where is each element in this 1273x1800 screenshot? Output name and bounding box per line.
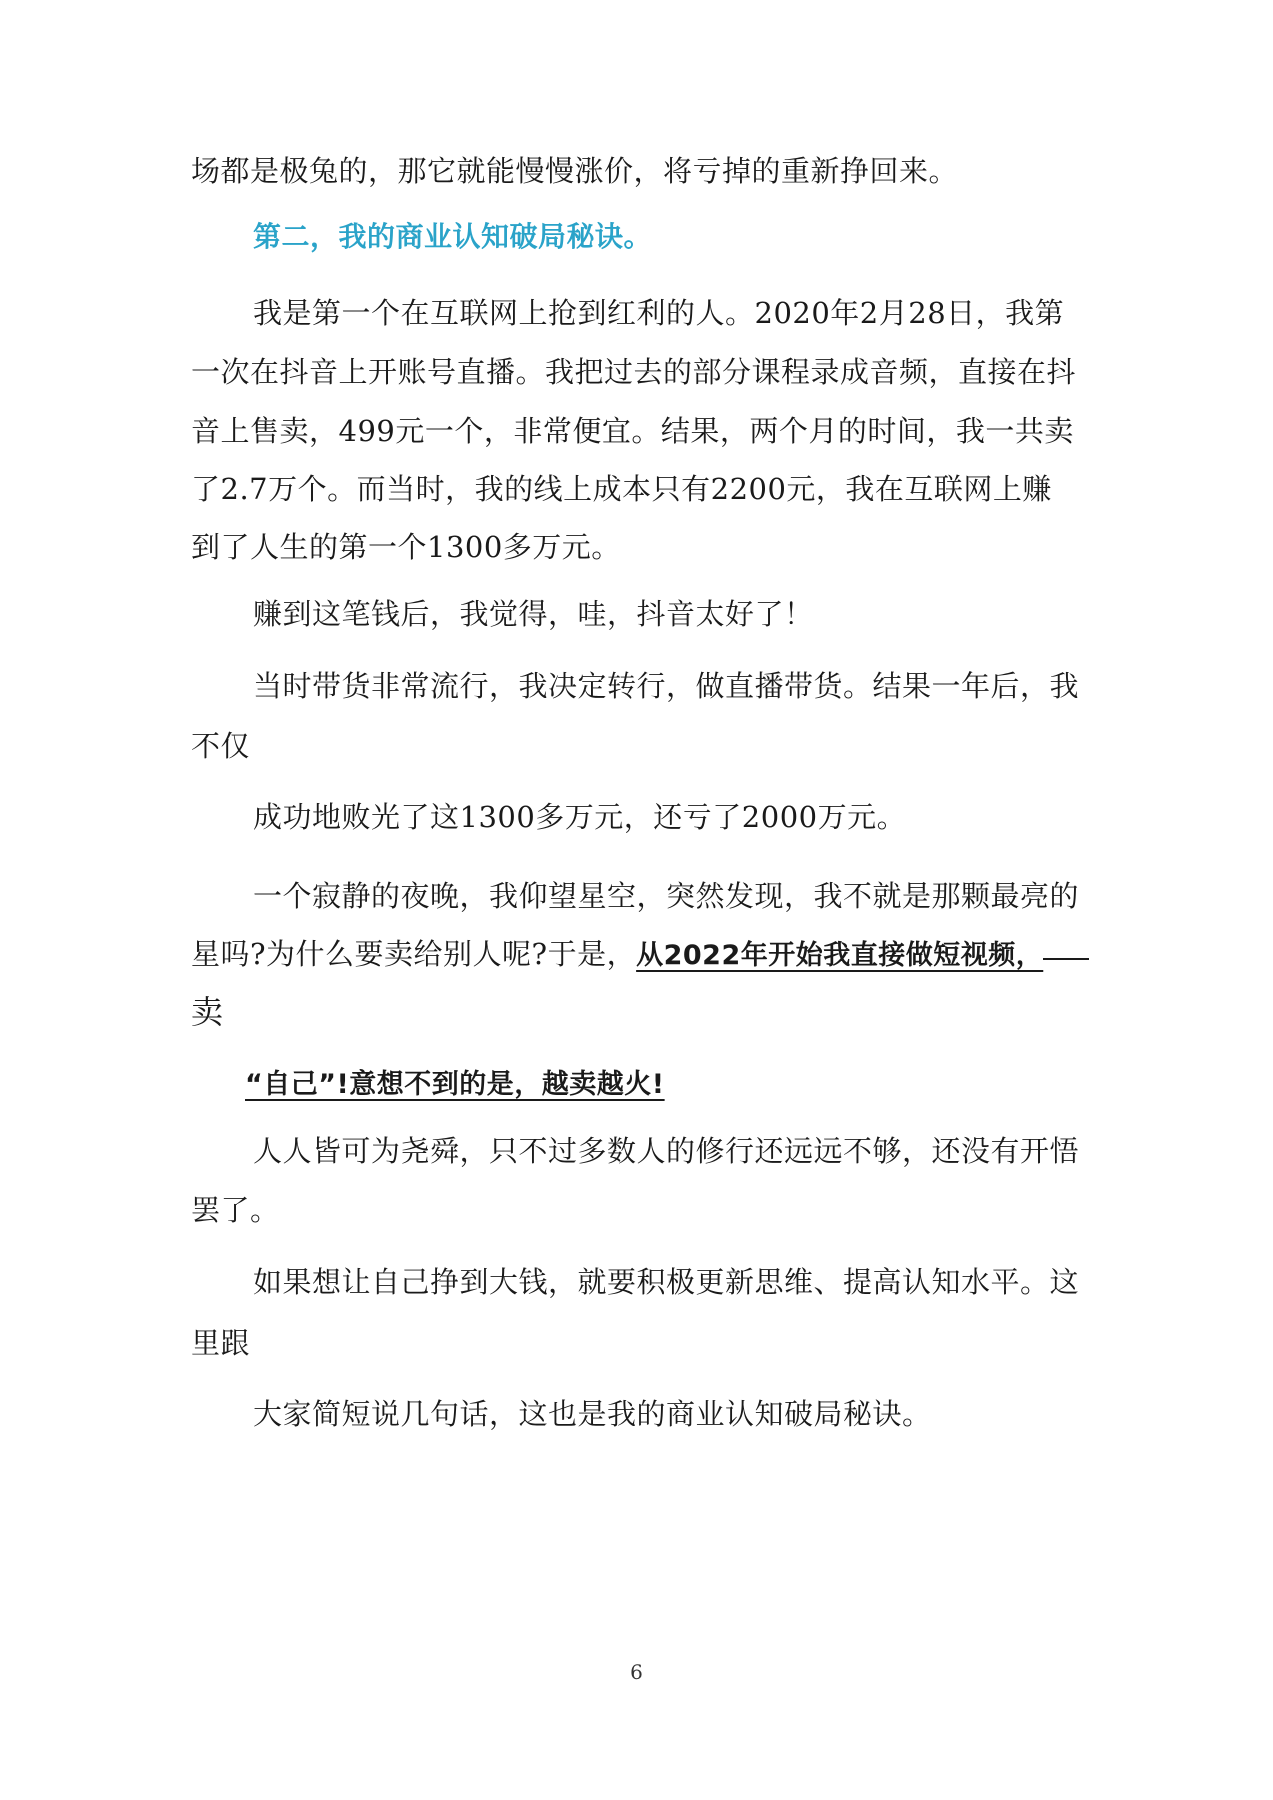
paragraph-line: 场都是极兔的，那它就能慢慢涨价，将亏掉的重新挣回来。 xyxy=(191,154,959,188)
paragraph-line: 卖 xyxy=(191,993,224,1031)
paragraph-line: 人人皆可为尧舜，只不过多数人的修行还远远不够，还没有开悟 xyxy=(253,1134,1080,1168)
paragraph-line: 音上售卖，499元一个，非常便宜。结果，两个月的时间，我一共卖 xyxy=(191,414,1074,448)
paragraph-line: 不仅 xyxy=(191,729,251,763)
underline-extension xyxy=(1043,958,1089,960)
paragraph-line xyxy=(245,1063,665,1105)
page-number: 6 xyxy=(630,1660,643,1684)
paragraph-line: 了2.7万个。而当时，我的线上成本只有2200元，我在互联网上赚 xyxy=(191,472,1052,506)
paragraph-line: 赚到这笔钱后，我觉得，哇，抖音太好了！ xyxy=(253,597,814,631)
paragraph-line: 一个寂静的夜晚，我仰望星空，突然发现，我不就是那颗最亮的 xyxy=(253,879,1080,913)
paragraph-line: 罢了。 xyxy=(191,1193,280,1227)
paragraph-line: 到了人生的第一个1300多万元。 xyxy=(191,530,621,564)
section-heading: 第二，我的商业认知破局秘诀。 xyxy=(253,220,653,253)
paragraph-line: 当时带货非常流行，我决定转行，做直播带货。结果一年后，我 xyxy=(253,669,1080,703)
plain-text: 星吗?为什么要卖给别人呢?于是， xyxy=(191,937,637,971)
paragraph-line: 我是第一个在互联网上抢到红利的人。2020年2月28日，我第 xyxy=(253,296,1065,330)
paragraph-line: 大家简短说几句话，这也是我的商业认知破局秘诀。 xyxy=(253,1397,932,1431)
paragraph-line: 一次在抖音上开账号直播。我把过去的部分课程录成音频，直接在抖 xyxy=(191,355,1077,389)
emphasized-text: 从2022年开始我直接做短视频， xyxy=(636,940,1044,971)
paragraph-line: 成功地败光了这1300多万元，还亏了2000万元。 xyxy=(253,800,907,834)
paragraph-line xyxy=(191,934,1089,976)
emphasized-text: “自己”!意想不到的是，越卖越火! xyxy=(245,1069,665,1100)
paragraph-line: 如果想让自己挣到大钱，就要积极更新思维、提高认知水平。这 xyxy=(253,1265,1080,1299)
paragraph-line: 里跟 xyxy=(191,1326,251,1360)
